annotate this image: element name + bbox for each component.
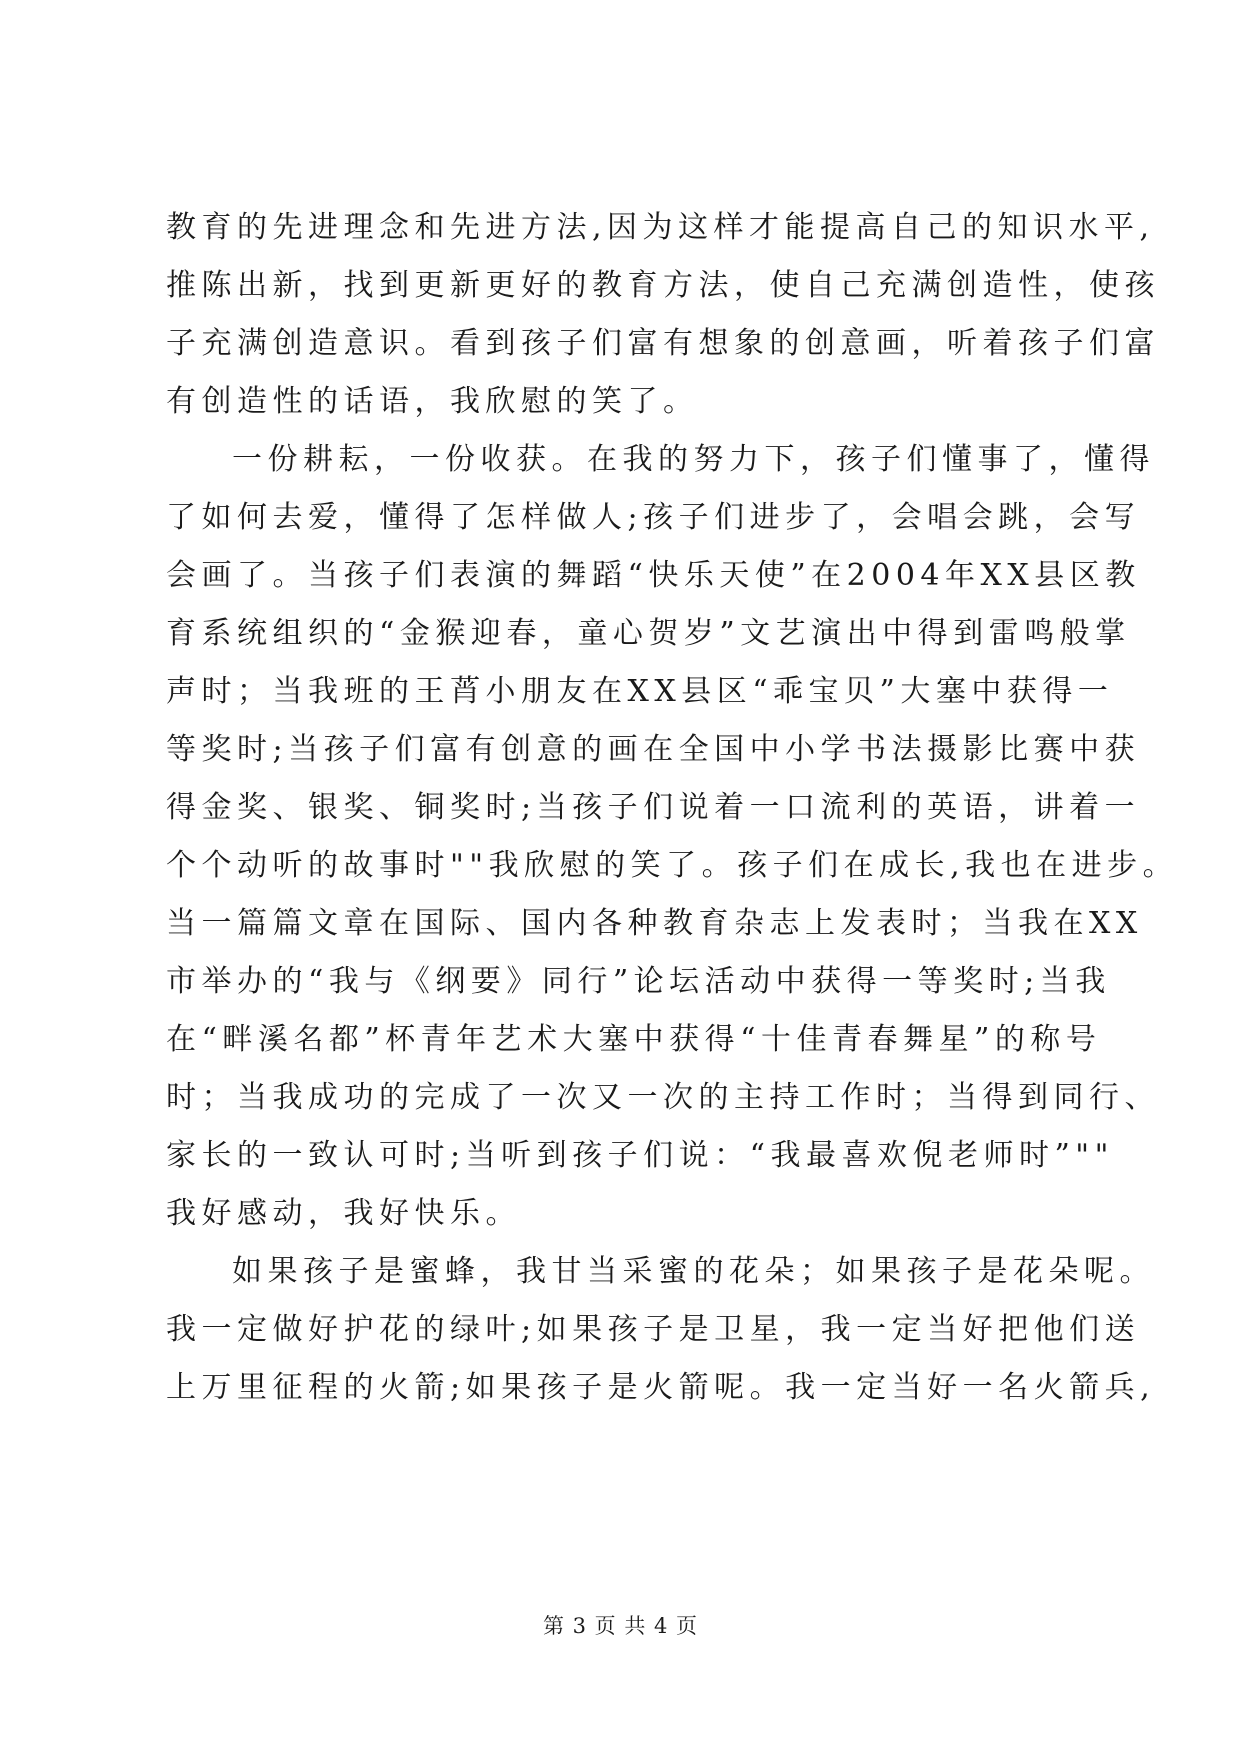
text-line: 时；当我成功的完成了一次又一次的主持工作时；当得到同行、 <box>166 1080 1160 1115</box>
text-line: 我一定做好护花的绿叶;如果孩子是卫星，我一定当好把他们送 <box>166 1312 1141 1347</box>
text-line: 等奖时;当孩子们富有创意的画在全国中小学书法摄影比赛中获 <box>166 732 1141 767</box>
text-line: 上万里征程的火箭;如果孩子是火箭呢。我一定当好一名火箭兵, <box>166 1370 1156 1405</box>
text-line: 在“畔溪名都”杯青年艺术大塞中获得“十佳青春舞星”的称号 <box>166 1022 1102 1057</box>
text-line: 家长的一致认可时;当听到孩子们说：“我最喜欢倪老师时”"" <box>166 1138 1114 1173</box>
text-line: 了如何去爱，懂得了怎样做人;孩子们进步了，会唱会跳，会写 <box>166 500 1141 535</box>
text-line: 声时；当我班的王莦小朋友在XX县区“乖宝贝”大塞中获得一 <box>166 674 1114 709</box>
text-line: 子充满创造意识。看到孩子们富有想象的创意画，听着孩子们富 <box>166 326 1160 361</box>
paragraph-first-line: 一份耕耘，一份收获。在我的努力下，孩子们懂事了，懂得 <box>232 442 1155 477</box>
text-line: 教育的先进理念和先进方法,因为这样才能提高自己的知识水平, <box>166 210 1155 245</box>
page-number-footer: 第 3 页 共 4 页 <box>542 1614 699 1638</box>
text-line: 我好感动，我好快乐。 <box>166 1196 521 1231</box>
text-line: 得金奖、银奖、铜奖时;当孩子们说着一口流利的英语，讲着一 <box>166 790 1141 825</box>
paragraph-first-line: 如果孩子是蜜蜂，我甘当采蜜的花朵；如果孩子是花朵呢。 <box>232 1254 1155 1289</box>
text-line: 当一篇篇文章在国际、国内各种教育杂志上发表时；当我在XX <box>166 906 1143 941</box>
text-line: 有创造性的话语，我欣慰的笑了。 <box>166 384 699 419</box>
text-line: 市举办的“我与《纲要》同行”论坛活动中获得一等奖时;当我 <box>166 964 1111 999</box>
text-line: 推陈出新，找到更新更好的教育方法，使自己充满创造性，使孩 <box>166 268 1160 303</box>
text-line: 个个动听的故事时""我欣慰的笑了。孩子们在成长,我也在进步。 <box>166 848 1179 883</box>
text-line: 育系统组织的“金猴迎春，童心贺岁”文艺演出中得到雷鸣般掌 <box>166 616 1131 651</box>
text-line: 会画了。当孩子们表演的舞蹈“快乐天使”在2004年XX县区教 <box>166 558 1141 593</box>
